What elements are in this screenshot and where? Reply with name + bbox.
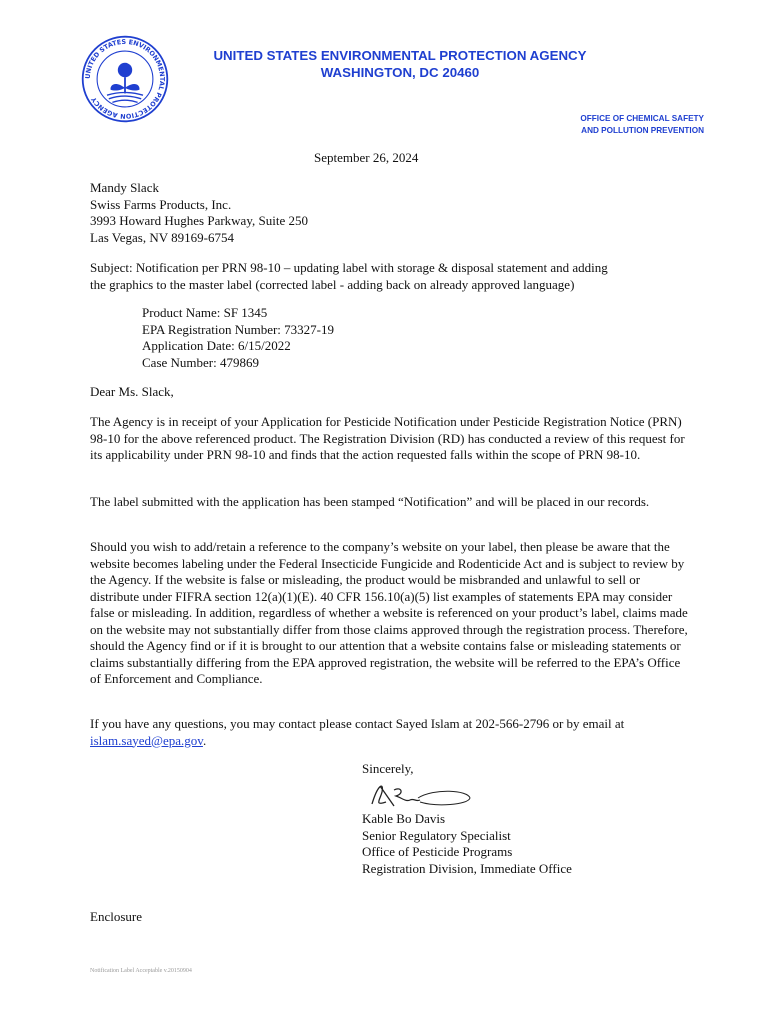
recipient-line: Swiss Farms Products, Inc. xyxy=(90,196,232,212)
signer-division: Registration Division, Immediate Office xyxy=(362,860,572,876)
subject-line-1: Subject: Notification per PRN 98-10 – updating label with storage & disposal statement and adding xyxy=(90,260,608,275)
signer-name: Kable Bo Davis xyxy=(362,811,446,826)
paragraph-stamped: The label submitted with the application has been stamped “Notification” and will be placed in our records. xyxy=(90,494,650,509)
signature-block xyxy=(362,811,572,877)
case-number: Case Number: 479869 xyxy=(142,354,259,370)
recipient-line: 3993 Howard Hughes Parkway, Suite 250 xyxy=(90,213,308,228)
paragraph-receipt: The Agency is in receipt of your Application for Pesticide Notification under Pesticide Registration Notice (PRN) 98-10 for the above referenced product. The Registration Division (RD) has conducted a review of this request for its applicability under PRN 98-10 and finds that the action requested falls within the scope of PRN 98-10. xyxy=(90,414,685,462)
enclosure-note: Enclosure xyxy=(90,909,142,924)
office-line-1: OFFICE OF CHEMICAL SAFETY xyxy=(580,114,704,123)
registration-number: EPA Registration Number: 73327-19 xyxy=(142,321,334,337)
letter-date: September 26, 2024 xyxy=(314,150,419,165)
recipient-line: Mandy Slack xyxy=(90,180,159,195)
product-details xyxy=(142,305,742,371)
subject xyxy=(90,260,690,293)
footer-version: Notification Label Acceptable v.20150904 xyxy=(90,968,192,974)
office-heading xyxy=(580,113,704,137)
application-date: Application Date: 6/15/2022 xyxy=(142,338,291,353)
contact-text: If you have any questions, you may contact please contact Sayed Islam at 202-566-2796 or by email at xyxy=(90,716,625,731)
recipient-line: Las Vegas, NV 89169-6754 xyxy=(90,229,234,245)
email-link[interactable]: islam.sayed@epa.gov xyxy=(90,732,203,748)
recipient-address xyxy=(90,180,690,246)
signer-title: Senior Regulatory Specialist xyxy=(362,827,511,843)
contact-end: . xyxy=(202,732,207,748)
agency-heading xyxy=(150,47,650,81)
subject-line-2: the graphics to the master label (corrected label - adding back on already approved language) xyxy=(90,276,575,292)
svg-text:UNITED STATES ENVIRONMENTAL PR: UNITED STATES ENVIRONMENTAL PROTECTION AGENCY xyxy=(83,37,167,121)
signature-image xyxy=(364,778,476,812)
product-name: Product Name: SF 1345 xyxy=(142,305,268,320)
paragraph-website: Should you wish to add/retain a reference to the company’s website on your label, then please be aware that the website becomes labeling under the Federal Insecticide Fungicide and Rodenticide Act and is subject to review by the Agency. If the website is false or misleading, the product would be misbranded and unlawful to sell or distribute under FIFRA section 12(a)(1)(E). 40 CFR 156.10(a)(5) list examples of statements EPA may consider false or misleading. In addition, regardless of whether a website is referenced on your product’s label, claims made on the website may not substantially differ from those claims approved through the registration process. Therefore, should the Agency find or if it is brought to our attention that a website contains false or misleading statements or claims substantially differing from the EPA approved registration, the website will be referred to the EPA’s Office of Enforcement and Compliance. xyxy=(90,539,688,686)
agency-name: UNITED STATES ENVIRONMENTAL PROTECTION AGENCY xyxy=(213,48,587,63)
salutation: Dear Ms. Slack, xyxy=(90,384,174,399)
signer-office: Office of Pesticide Programs xyxy=(362,844,513,859)
closing: Sincerely, xyxy=(362,761,414,776)
paragraph-contact xyxy=(90,716,690,749)
agency-address: WASHINGTON, DC 20460 xyxy=(320,65,480,80)
office-line-2: AND POLLUTION PREVENTION xyxy=(581,126,704,135)
